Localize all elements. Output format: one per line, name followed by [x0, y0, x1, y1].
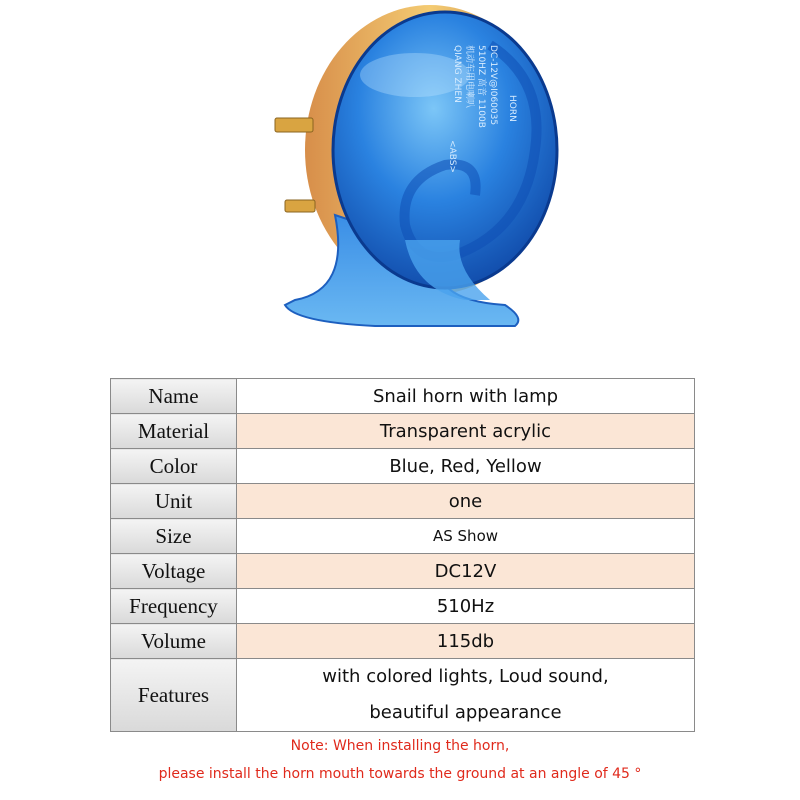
horn-label-line: QIANG ZHEN — [452, 45, 462, 103]
spec-value: Blue, Red, Yellow — [237, 449, 695, 484]
spec-value: DC12V — [237, 554, 695, 589]
spec-row-volume — [111, 624, 695, 659]
spec-row-size — [111, 519, 695, 554]
spec-value: 510Hz — [237, 589, 695, 624]
terminal-top — [275, 118, 313, 132]
horn-label-line: HORN — [507, 95, 517, 122]
spec-row-features — [111, 659, 695, 732]
spec-value: AS Show — [237, 519, 695, 554]
spec-label: Features — [111, 659, 237, 732]
spec-row-frequency — [111, 589, 695, 624]
spec-label: Unit — [111, 484, 237, 519]
horn-label-line: <ABS> — [447, 140, 457, 173]
snail-horn-image — [255, 0, 585, 345]
spec-label: Volume — [111, 624, 237, 659]
horn-label-line: 机动车用电喇叭 — [464, 45, 474, 109]
spec-label: Material — [111, 414, 237, 449]
horn-label-line: DC-12V@I060035 — [488, 45, 498, 126]
spec-row-name — [111, 379, 695, 414]
spec-value-line: beautiful appearance — [369, 702, 562, 723]
spec-value-line: with colored lights, Loud sound, — [322, 666, 609, 687]
spec-value: Transparent acrylic — [237, 414, 695, 449]
spec-row-voltage — [111, 554, 695, 589]
spec-value: Snail horn with lamp — [237, 379, 695, 414]
spec-row-color — [111, 449, 695, 484]
install-note-line-2: please install the horn mouth towards the ground at an angle of 45 ° — [158, 766, 642, 782]
spec-label: Voltage — [111, 554, 237, 589]
spec-label: Frequency — [111, 589, 237, 624]
spec-value: one — [237, 484, 695, 519]
spec-row-material — [111, 414, 695, 449]
spec-label: Name — [111, 379, 237, 414]
terminal-bottom — [285, 200, 315, 212]
spec-label: Size — [111, 519, 237, 554]
spec-label: Color — [111, 449, 237, 484]
install-note-line-1: Note: When installing the horn, — [290, 738, 510, 754]
spec-table — [110, 378, 695, 732]
spec-value — [237, 659, 695, 732]
horn-label-line: 510HZ 高音 1100B — [476, 45, 486, 128]
spec-row-unit — [111, 484, 695, 519]
spec-value: 115db — [237, 624, 695, 659]
